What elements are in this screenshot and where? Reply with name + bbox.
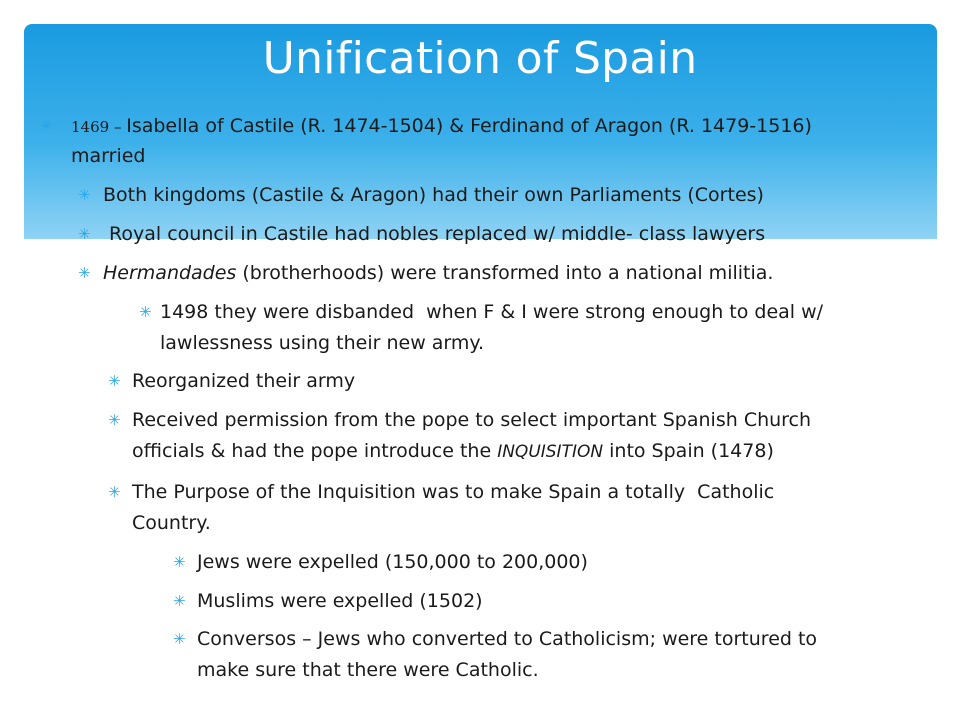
list-item: Royal council in Castile had nobles replaced w/ middle- class lawyers [103,223,766,245]
asterisk-bullet-icon: ✳ [40,117,53,135]
list-item: 1469 – Isabella of Castile (R. 1474-1504) & Ferdinand of Aragon (R. 1479-1516) [71,115,812,137]
asterisk-bullet-icon: ✳ [173,630,186,648]
list-item: The Purpose of the Inquisition was to make Spain a totally Catholic [132,481,775,503]
asterisk-bullet-icon: ✳ [78,264,91,282]
asterisk-bullet-icon: ✳ [139,303,152,321]
list-item: Reorganized their army [132,370,356,392]
list-item: Received permission from the pope to select important Spanish Church [132,409,812,431]
asterisk-bullet-icon: ✳ [173,592,186,610]
list-item: 1498 they were disbanded when F & I were strong enough to deal w/ [160,301,824,323]
list-item-continuation: married [71,145,146,167]
asterisk-bullet-icon: ✳ [173,553,186,571]
slide-title: Unification of Spain [262,33,698,84]
asterisk-bullet-icon: ✳ [108,483,121,501]
list-item: Both kingdoms (Castile & Aragon) had their own Parliaments (Cortes) [103,184,764,206]
list-item-continuation: make sure that there were Catholic. [197,659,539,681]
asterisk-bullet-icon: ✳ [78,186,91,204]
list-item: Jews were expelled (150,000 to 200,000) [197,551,588,573]
list-item-continuation: officials & had the pope introduce the INQUISITION into Spain (1478) [132,440,774,462]
list-item-continuation: lawlessness using their new army. [160,332,484,354]
asterisk-bullet-icon: ✳ [108,411,121,429]
list-item-continuation: Country. [132,512,211,534]
asterisk-bullet-icon: ✳ [108,372,121,390]
list-item: Muslims were expelled (1502) [197,590,483,612]
list-item: Hermandades (brotherhoods) were transformed into a national militia. [103,262,774,284]
list-item: Conversos – Jews who converted to Catholicism; were tortured to [197,628,818,650]
asterisk-bullet-icon: ✳ [78,225,91,243]
